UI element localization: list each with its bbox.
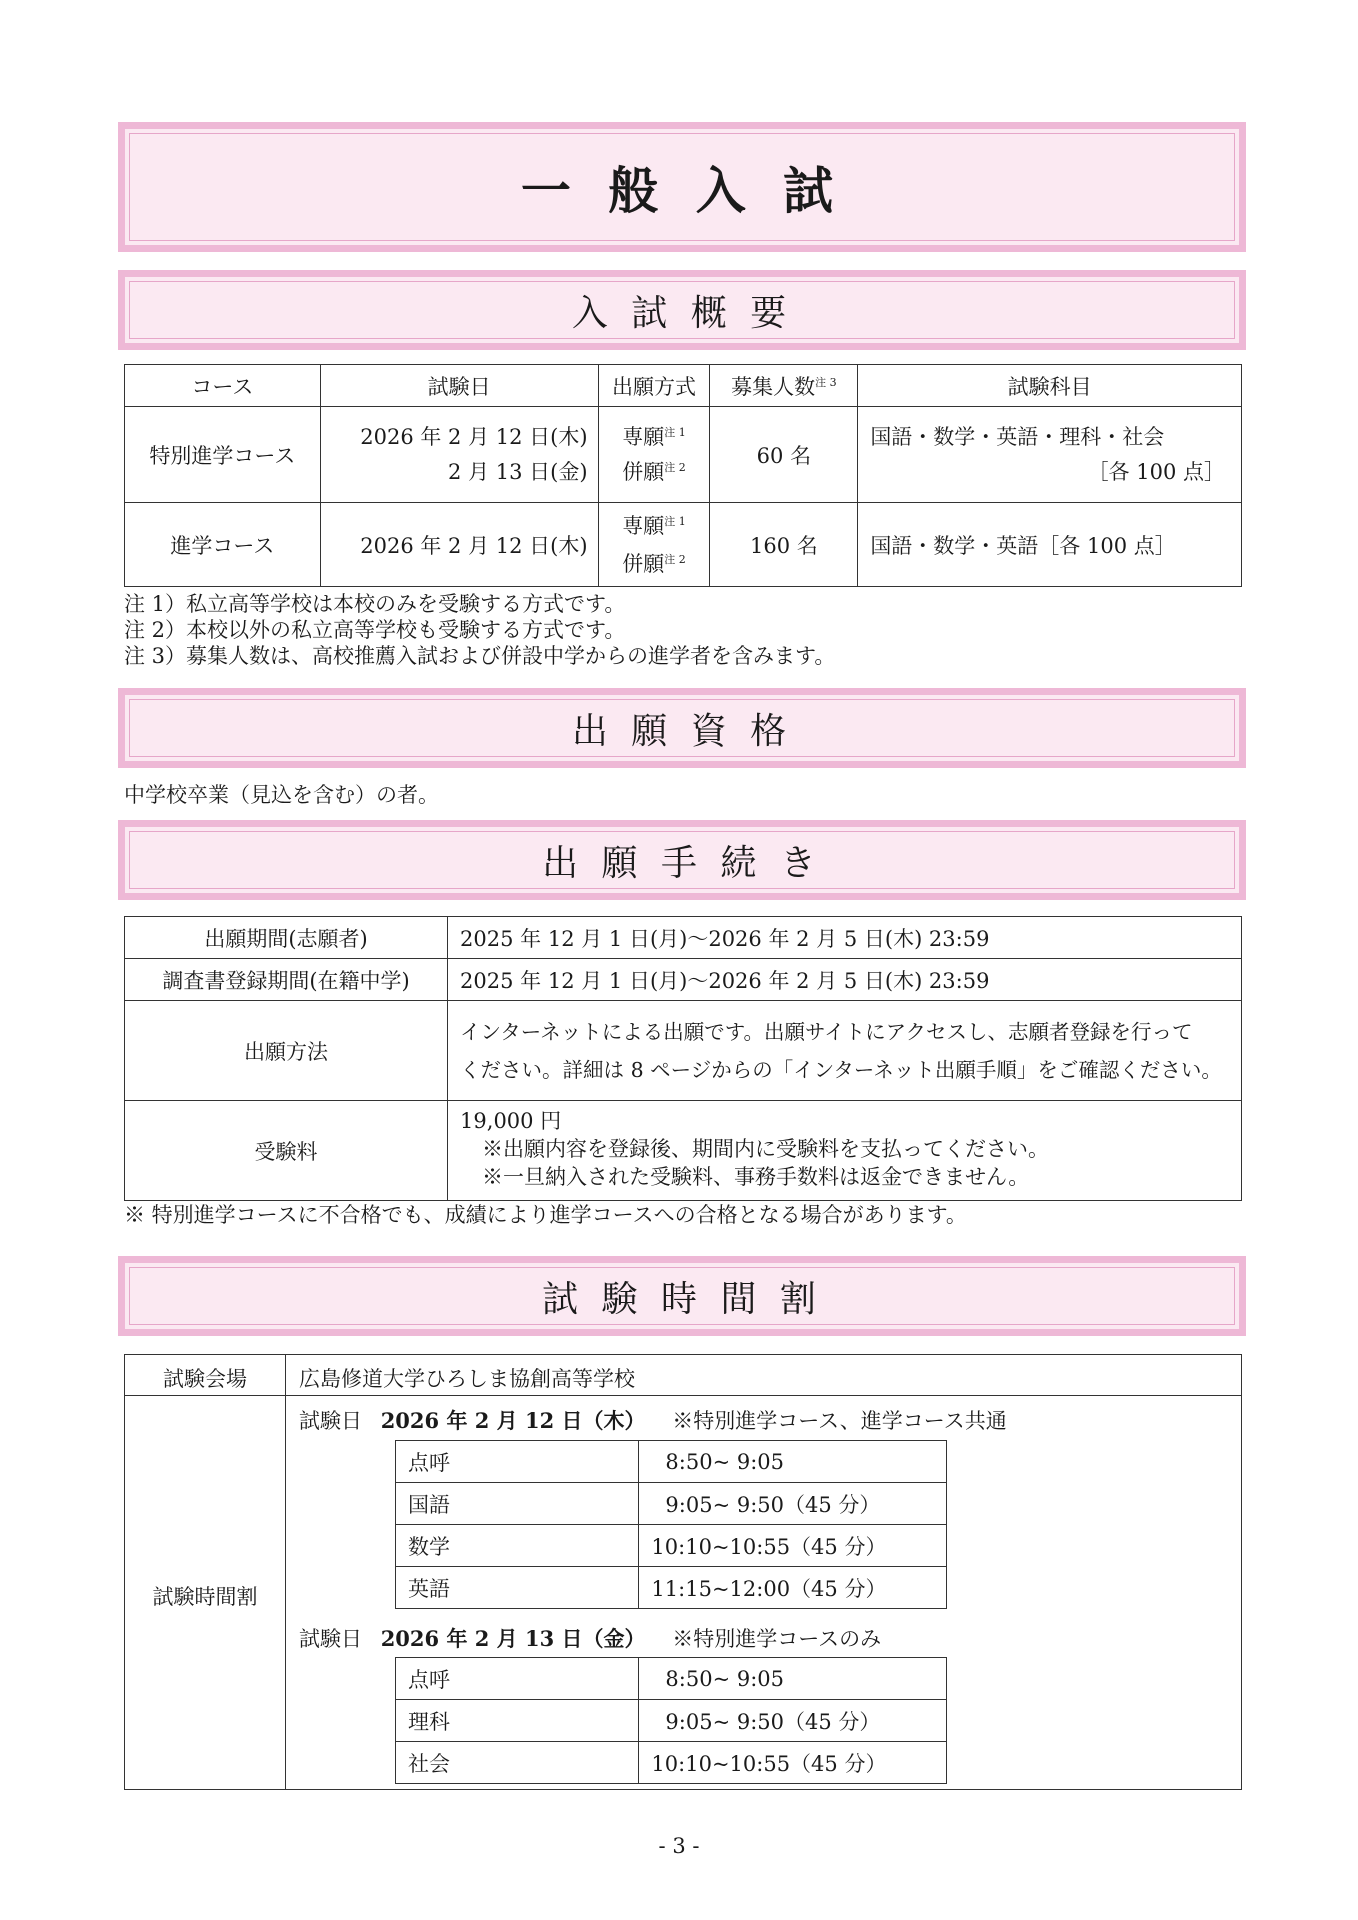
exam-fee-note-2: ※一旦納入された受験料、事務手数料は返金できません。 [482,1165,1030,1189]
day1-date: 2026 年 2 月 12 日（木） [380,1408,646,1433]
exam-date: 2026 年 2 月 12 日(木) [320,503,598,587]
overview-table [124,364,1242,587]
method-line2: ください。詳細は 8 ページからの「インターネット出願手順」をご確認ください。 [460,1057,1222,1082]
timetable-box [124,1354,1242,1790]
day2-schedule-table [395,1657,947,1784]
method-line1: インターネットによる出願です。出願サイトにアクセスし、志願者登録を行って [460,1019,1193,1044]
table-row [125,1101,1242,1201]
table-row [396,1742,947,1784]
session-name: 英語 [396,1567,639,1609]
application-method-value [448,1001,1242,1101]
day2-note: ※特別進学コースのみ [672,1627,882,1651]
session-name: 点呼 [396,1441,639,1483]
timetable-heading: 試 験 時 間 割 [542,1278,822,1320]
eligibility-text: 中学校卒業（見込を含む）の者。 [124,783,439,807]
venue-divider [125,1395,1241,1396]
table-row [396,1567,947,1609]
day2-label: 試験日 [299,1627,362,1651]
timetable-heading-banner [118,1256,1246,1336]
application-period-label: 出願期間(志願者) [125,917,448,959]
day1-note: ※特別進学コース、進学コース共通 [672,1409,1007,1433]
exam-date-line1: 2026 年 2 月 12 日(木) [360,424,588,449]
method-senkan [599,420,710,455]
day2-date: 2026 年 2 月 13 日（金） [380,1626,646,1651]
table-row [396,1700,947,1742]
timetable-label: 試験時間割 [152,1585,258,1609]
overview-heading: 入 試 概 要 [571,292,793,334]
exam-fee-amount: 19,000 円 [460,1109,562,1133]
session-time: 9:05~ 9:50（45 分） [639,1700,947,1742]
day1-label: 試験日 [299,1409,362,1433]
header-capacity [710,365,858,407]
exam-date [320,407,598,503]
capacity: 160 名 [710,503,858,587]
application-method [598,503,710,587]
session-time: 9:05~ 9:50（45 分） [639,1483,947,1525]
day2-header [299,1623,881,1653]
procedure-table [124,916,1242,1201]
method-heigan-label: 併願 [622,551,665,576]
page-title: 一 般 入 試 [520,161,844,220]
course-name: 進学コース [125,503,321,587]
application-method [598,407,710,503]
exam-fee-note-1: ※出願内容を登録後、期間内に受験料を支払ってください。 [482,1137,1050,1161]
exam-fee-value [448,1101,1242,1201]
application-method-label: 出願方法 [125,1001,448,1101]
method-heigan-note: 注 2 [664,552,686,566]
header-subjects: 試験科目 [858,365,1242,407]
session-time: 11:15~12:00（45 分） [639,1567,947,1609]
overview-note-3: 注 3）募集人数は、高校推薦入試および併設中学からの進学者を含みます。 [124,644,836,668]
subjects [858,407,1242,503]
subjects-line1: 国語・数学・英語・理科・社会 [870,424,1165,449]
day1-header [299,1405,1007,1435]
table-row [125,1001,1242,1101]
main-title-banner [118,122,1246,252]
report-period-label: 調査書登録期間(在籍中学) [125,959,448,1001]
session-time: 8:50~ 9:05 [639,1441,947,1483]
overview-note-2: 注 2）本校以外の私立高等学校も受験する方式です。 [124,618,626,642]
header-capacity-note: 注 3 [815,375,837,389]
header-course: コース [125,365,321,407]
session-time: 10:10~10:55（45 分） [639,1525,947,1567]
method-senkan-label: 専願 [622,513,665,538]
overview-note-1: 注 1）私立高等学校は本校のみを受験する方式です。 [124,592,626,616]
table-row [396,1525,947,1567]
capacity: 60 名 [710,407,858,503]
procedure-footnote: ※ 特別進学コースに不合格でも、成績により進学コースへの合格となる場合があります。 [124,1203,967,1227]
page-number: - 3 - [658,1834,700,1858]
table-row [125,407,1242,503]
label-divider [285,1355,286,1789]
procedure-heading-banner [118,820,1246,900]
overview-heading-banner [118,270,1246,350]
session-time: 10:10~10:55（45 分） [639,1742,947,1784]
method-heigan [599,545,710,583]
eligibility-heading-banner [118,688,1246,768]
course-name: 特別進学コース [125,407,321,503]
eligibility-heading: 出 願 資 格 [571,710,793,752]
overview-header-row [125,365,1242,407]
table-row [396,1483,947,1525]
method-heigan-note: 注 2 [664,460,686,474]
subjects: 国語・数学・英語［各 100 点］ [858,503,1242,587]
day1-schedule-table [395,1440,947,1609]
table-row [125,503,1242,587]
application-period-value: 2025 年 12 月 1 日(月)～2026 年 2 月 5 日(木) 23:59 [448,917,1242,959]
exam-fee-label: 受験料 [125,1101,448,1201]
method-senkan-note: 注 1 [664,514,686,528]
session-name: 社会 [396,1742,639,1784]
subjects-line2: ［各 100 点］ [1087,459,1225,484]
session-name: 点呼 [396,1658,639,1700]
procedure-heading: 出 願 手 続 き [542,842,822,884]
table-row [125,959,1242,1001]
session-name: 理科 [396,1700,639,1742]
venue-label: 試験会場 [163,1367,247,1391]
session-name: 国語 [396,1483,639,1525]
method-senkan-note: 注 1 [664,425,686,439]
method-heigan [599,455,710,490]
session-name: 数学 [396,1525,639,1567]
header-method: 出願方式 [598,365,710,407]
method-heigan-label: 併願 [622,459,665,484]
header-capacity-label: 募集人数 [731,374,816,399]
header-date: 試験日 [320,365,598,407]
venue-value: 広島修道大学ひろしま協創高等学校 [299,1367,635,1391]
exam-date-line2: 2 月 13 日(金) [448,459,588,484]
table-row [396,1658,947,1700]
method-senkan-label: 専願 [622,424,665,449]
method-senkan [599,507,710,545]
table-row [125,917,1242,959]
table-row [396,1441,947,1483]
report-period-value: 2025 年 12 月 1 日(月)～2026 年 2 月 5 日(木) 23:59 [448,959,1242,1001]
session-time: 8:50~ 9:05 [639,1658,947,1700]
